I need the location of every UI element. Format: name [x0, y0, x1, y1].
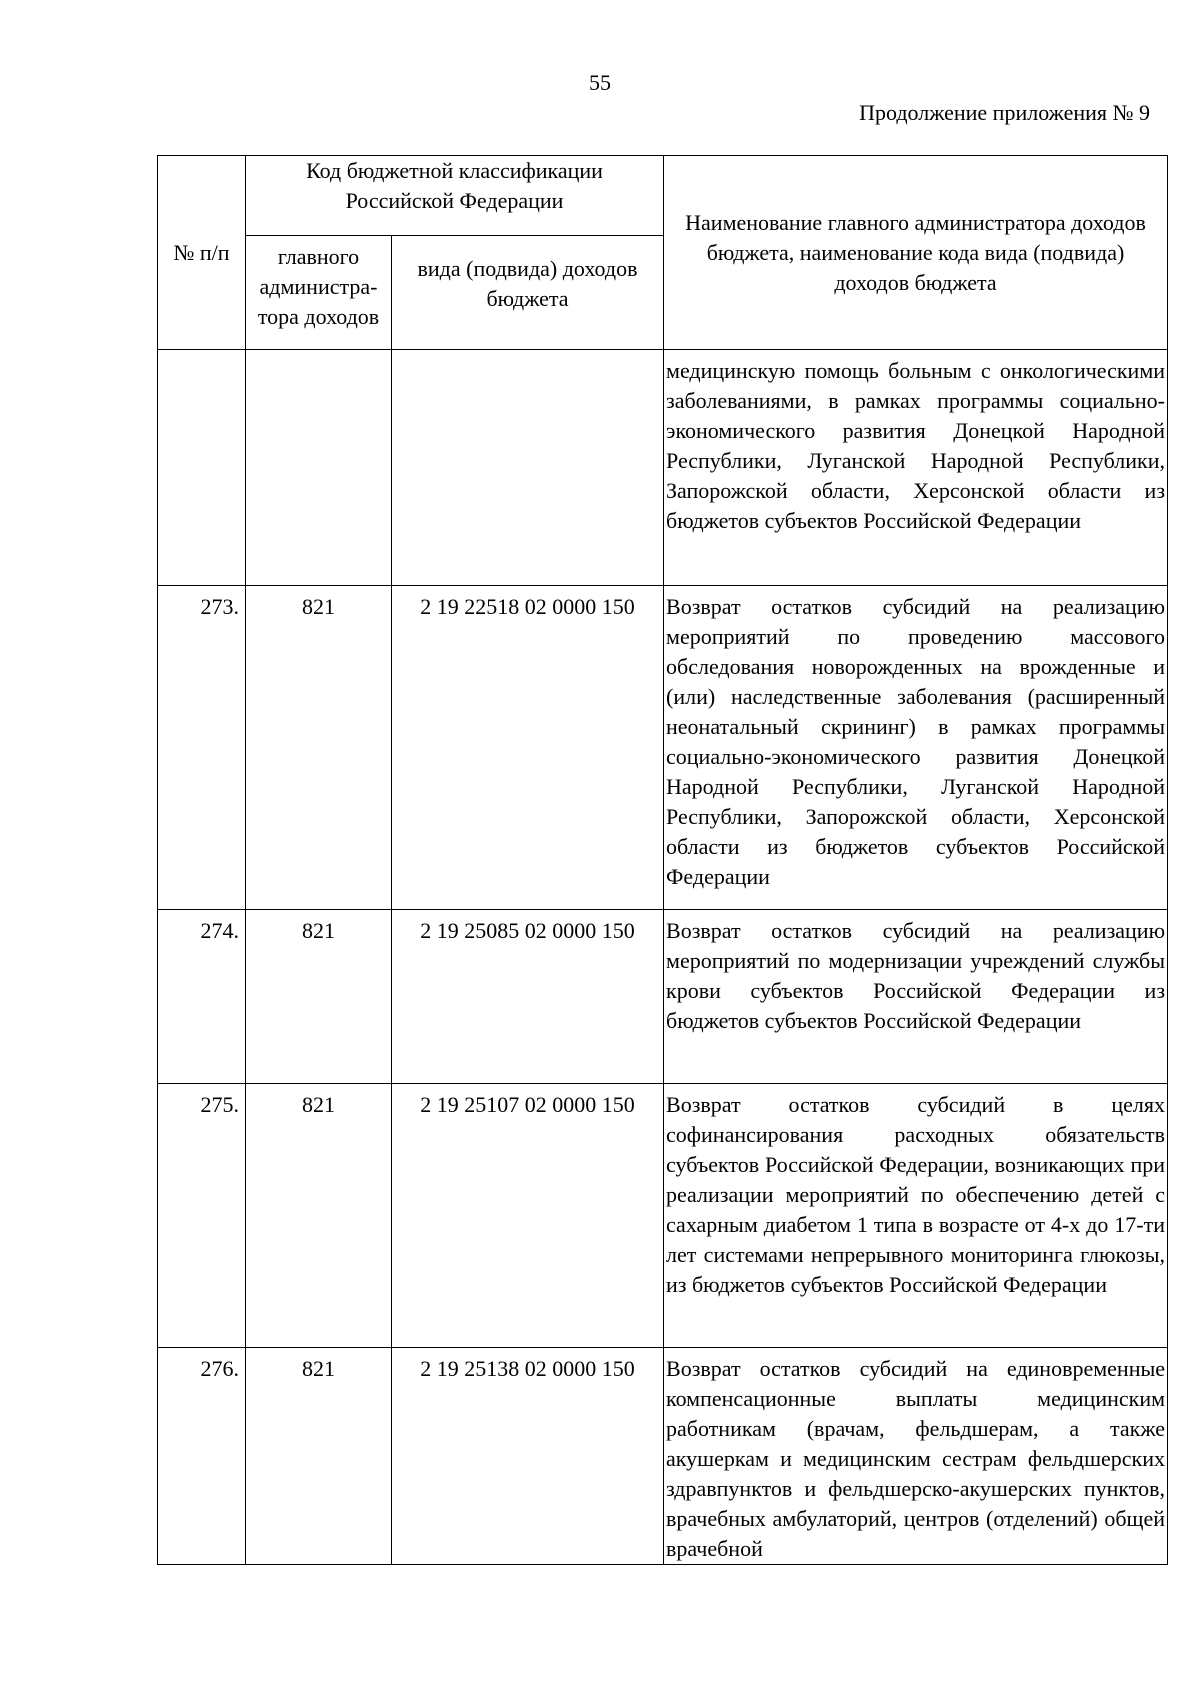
header-income-type-label: вида (подвида) доходов бюджета	[417, 256, 638, 311]
row-code: 2 19 25107 02 0000 150	[392, 1084, 664, 1348]
row-name: Возврат остатков субсидий на единовременные компенсационные выплаты медицинским работникам (врачам, фельдшерам, а также акушеркам и медицинским сестрам фельдшерских здравпунктов и фельдшерско-акушерских пунктов, врачебных амбулаторий, центров (отделений) общей врачебной	[666, 1356, 1166, 1561]
row-administrator: 821	[246, 910, 392, 1084]
row-name: Возврат остатков субсидий в целях софинансирования расходных обязательств субъектов Российской Федерации, возникающих при реализации мероприятий по обеспечению детей с сахарным диабетом 1 типа в возрасте от 4-х до 17-ти лет системами непрерывного мониторинга глюкозы, из бюджетов субъектов Российской Федерации	[666, 1092, 1166, 1297]
header-name	[664, 156, 1168, 350]
row-num: 274.	[158, 910, 246, 1084]
row-num: 276.	[158, 1348, 246, 1565]
row-num: 273.	[158, 586, 246, 910]
header-num-label: № п/п	[173, 239, 230, 265]
row-administrator	[246, 350, 392, 586]
row-administrator: 821	[246, 586, 392, 910]
header-classification-group	[246, 156, 664, 236]
table-row	[158, 586, 1168, 910]
row-num	[158, 350, 246, 586]
row-name-cell	[664, 1084, 1168, 1348]
header-administrator	[246, 236, 392, 350]
header-name-label: Наименование главного администратора доходов бюджета, наименование кода вида (подвида) доходов бюджета	[685, 209, 1146, 295]
row-code: 2 19 22518 02 0000 150	[392, 586, 664, 910]
row-code: 2 19 25138 02 0000 150	[392, 1348, 664, 1565]
row-code: 2 19 25085 02 0000 150	[392, 910, 664, 1084]
row-name: Возврат остатков субсидий на реализацию мероприятий по проведению массового обследования новорожденных на врожденные и (или) наследственные заболевания (расширенный неонатальный скрининг) в рамках программы социально-экономического развития Донецкой Народной Республики, Луганской Народной Республики, Запорожской области, Херсонской области из бюджетов субъектов Российской Федерации	[666, 594, 1166, 889]
header-classification-label: Код бюджетной классификации Российской Федерации	[306, 158, 603, 213]
row-name-cell	[664, 1348, 1168, 1565]
row-num: 275.	[158, 1084, 246, 1348]
continuation-title: Продолжение приложения № 9	[859, 100, 1150, 125]
table-row	[158, 350, 1168, 586]
table-row	[158, 1348, 1168, 1565]
row-name: Возврат остатков субсидий на реализацию мероприятий по модернизации учреждений службы крови субъектов Российской Федерации из бюджетов субъектов Российской Федерации	[666, 918, 1166, 1033]
page-number: 55	[589, 70, 611, 95]
budget-classification-table	[157, 155, 1168, 1565]
row-administrator: 821	[246, 1084, 392, 1348]
header-income-type	[392, 236, 664, 350]
table-row	[158, 910, 1168, 1084]
row-administrator: 821	[246, 1348, 392, 1565]
row-name-cell	[664, 586, 1168, 910]
row-code	[392, 350, 664, 586]
row-name-cell	[664, 350, 1168, 586]
row-name-cell	[664, 910, 1168, 1084]
header-administrator-label: главного администра-тора доходов	[257, 244, 380, 329]
header-num	[158, 156, 246, 350]
row-name: медицинскую помощь больным с онкологическими заболеваниями, в рамках программы социально-экономического развития Донецкой Народной Республики, Луганской Народной Республики, Запорожской области, Херсонской области из бюджетов субъектов Российской Федерации	[666, 358, 1166, 533]
table-row	[158, 1084, 1168, 1348]
